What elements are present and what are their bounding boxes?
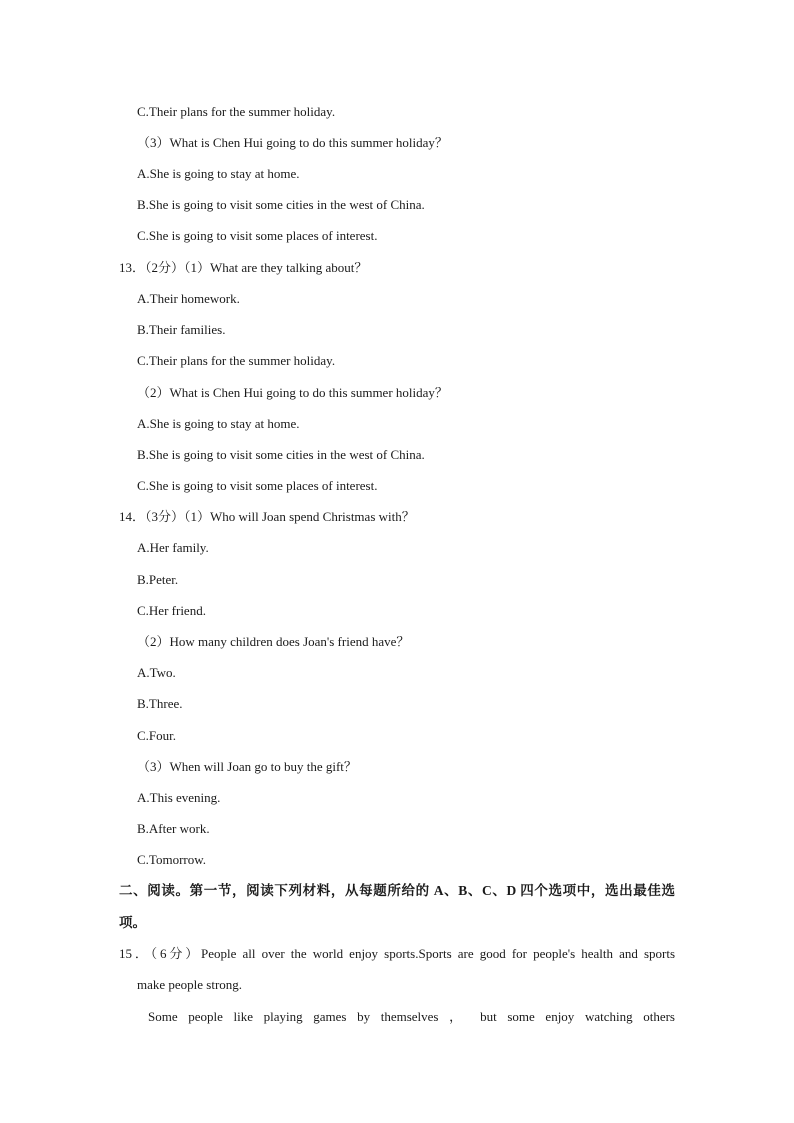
sub-question: （2）How many children does Joan's friend have？ <box>137 634 410 649</box>
sub-question: （3）When will Joan go to buy the gift？ <box>137 759 357 774</box>
section-heading: 二、阅读。第一节，阅读下列材料，从每题所给的 A、B、C、D 四个选项中，选出最佳选 <box>119 883 675 898</box>
option-c: C.She is going to visit some places of interest. <box>137 478 378 493</box>
option-b: B.Three. <box>137 696 183 711</box>
option-a: A.Two. <box>137 665 176 680</box>
option-c: C.Their plans for the summer holiday. <box>137 104 336 119</box>
option-c: C.Her friend. <box>137 603 206 618</box>
option-c: C.Four. <box>137 728 177 743</box>
option-c: C.Tomorrow. <box>137 852 207 867</box>
passage-paragraph: Some people like playing games by themselves ， but some enjoy watching others <box>148 1009 675 1024</box>
option-a: A.She is going to stay at home. <box>137 416 300 431</box>
passage-line: make people strong. <box>137 977 243 992</box>
option-a: A.Her family. <box>137 540 209 555</box>
question-14: 14．（3分）（1）Who will Joan spend Christmas with？ <box>119 509 415 524</box>
sub-question: （2）What is Chen Hui going to do this summer holiday？ <box>137 385 448 400</box>
section-heading-continued: 项。 <box>119 915 146 930</box>
option-b: B.Their families. <box>137 322 226 337</box>
option-a: A.She is going to stay at home. <box>137 166 300 181</box>
option-a: A.This evening. <box>137 790 221 805</box>
sub-question: （3）What is Chen Hui going to do this summer holiday？ <box>137 135 448 150</box>
option-b: B.She is going to visit some cities in the west of China. <box>137 197 425 212</box>
option-b: B.Peter. <box>137 572 179 587</box>
question-13: 13．（2分）（1）What are they talking about？ <box>119 260 368 275</box>
option-b: B.After work. <box>137 821 210 836</box>
option-a: A.Their homework. <box>137 291 240 306</box>
question-15: 15．（6分）People all over the world enjoy sports.Sports are good for people's health and sports <box>119 946 675 961</box>
option-b: B.She is going to visit some cities in the west of China. <box>137 447 425 462</box>
option-c: C.She is going to visit some places of interest. <box>137 228 378 243</box>
option-c: C.Their plans for the summer holiday. <box>137 353 336 368</box>
